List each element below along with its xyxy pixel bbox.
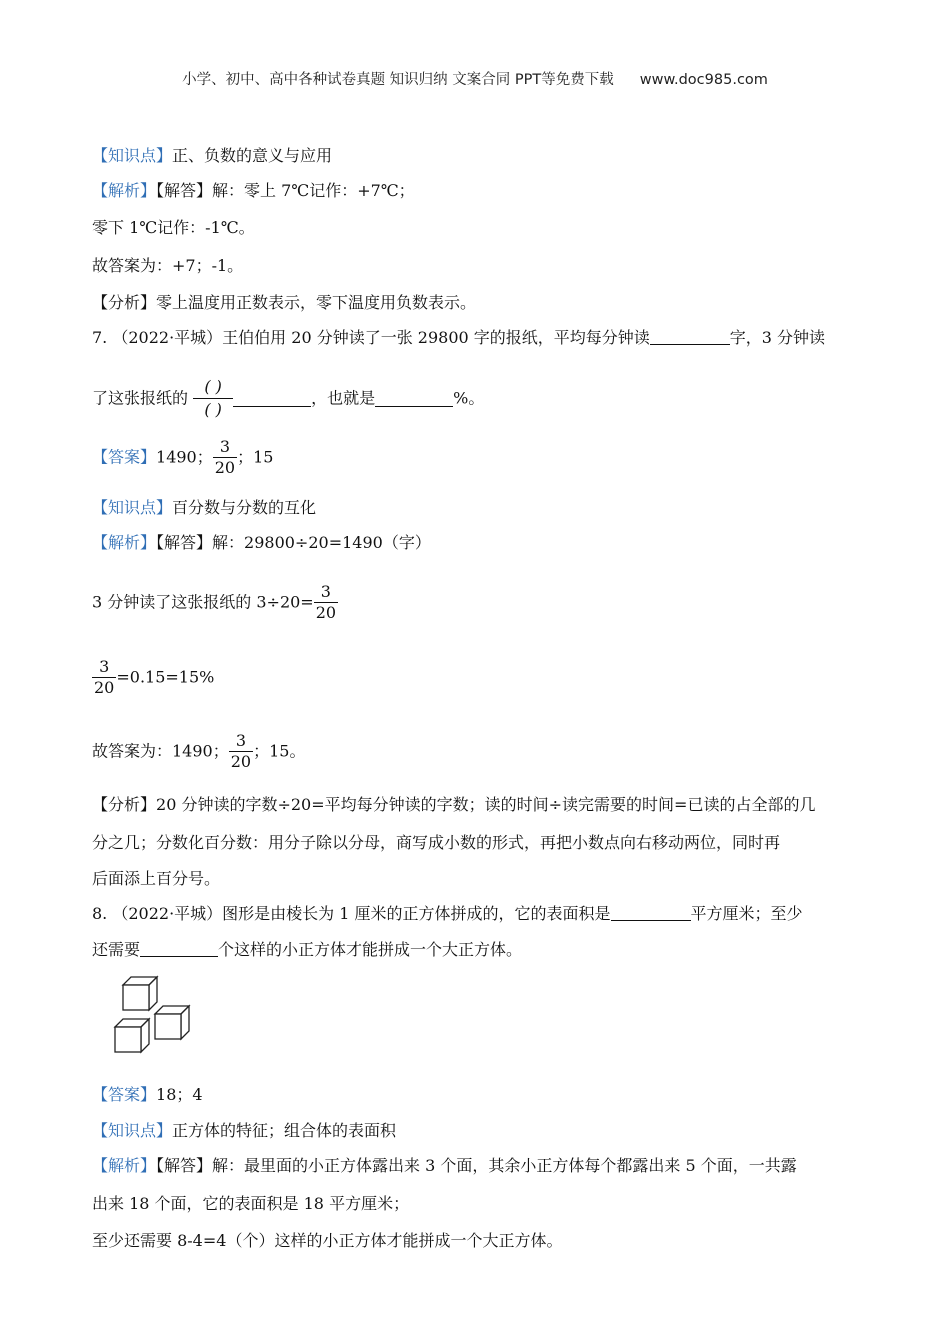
q7-knowledge <box>92 498 316 518</box>
q8-answer-text: 18；4 <box>156 1085 203 1104</box>
q7-sol2-fraction <box>314 582 338 623</box>
q6-knowledge <box>92 146 332 166</box>
q8-knowledge <box>92 1121 396 1141</box>
fraction-denominator: 20 <box>214 458 236 477</box>
q8-stem-b: 平方厘米；至少 <box>690 904 803 923</box>
q7-stem-b: 字，3 分钟读 <box>729 328 826 347</box>
knowledge-tag: 【知识点】 <box>92 498 173 517</box>
q7-sol4-fraction <box>229 731 253 772</box>
q6-sol1: 解：零上 7℃记作：+7℃； <box>212 181 415 200</box>
q7-source: （2022·平城） <box>112 328 223 347</box>
analysis-tag: 【解析】 <box>92 533 157 552</box>
q7-reasoning-1: 20 分钟读的字数÷20=平均每分钟读的字数；读的时间÷读完需要的时间=已读的占全部的几 <box>156 795 816 814</box>
solution-tag: 【解答】 <box>156 1156 213 1175</box>
q7-reasoning-line-2: 分之几；分数化百分数：用分子除以分母，商写成小数的形式，再把小数点向右移动两位，同时再 <box>92 833 781 852</box>
knowledge-tag: 【知识点】 <box>92 146 173 165</box>
fraction-denominator: 20 <box>94 678 115 697</box>
q7-stem-line-2 <box>92 376 484 421</box>
q7-reasoning-line-1 <box>92 795 815 815</box>
q7-sol2: 3 分钟读了这张报纸的 3÷20= <box>92 592 314 612</box>
q7-solution-line-2 <box>92 582 338 623</box>
q7-sol3: =0.15=15% <box>116 667 215 687</box>
q6-reasoning-text: 零上温度用正数表示，零下温度用负数表示。 <box>156 293 477 312</box>
q7-stem-line-1 <box>92 328 825 348</box>
q8-sol1: 解：最里面的小正方体露出来 3 个面，其余小正方体每个都露出来 5 个面，一共露 <box>212 1156 797 1175</box>
header-text: 小学、初中、高中各种试卷真题 知识归纳 文案合同 PPT等免费下载 <box>182 72 614 88</box>
fraction-denominator: 20 <box>230 752 252 771</box>
cube-figure <box>108 970 203 1058</box>
reasoning-tag: 【分析】 <box>92 293 157 312</box>
q8-stem-line-2 <box>92 940 522 960</box>
q8-stem-a: 图形是由棱长为 1 厘米的正方体拼成的，它的表面积是 <box>222 904 611 923</box>
q7-blank-2[interactable] <box>233 390 311 407</box>
fraction-numerator: 3 <box>99 657 110 676</box>
cube-front-face <box>155 1014 181 1039</box>
q7-paren-fraction[interactable] <box>193 376 233 421</box>
analysis-tag: 【解析】 <box>92 181 157 200</box>
fraction-numerator: 3 <box>219 437 231 456</box>
q7-answer <box>92 437 273 478</box>
q7-reasoning-line-3: 后面添上百分号。 <box>92 869 221 888</box>
q7-blank-1[interactable] <box>650 328 730 345</box>
answer-tag: 【答案】 <box>92 447 157 467</box>
q7-solution-line-1 <box>92 533 431 553</box>
q8-solution-line-1 <box>92 1156 797 1176</box>
q7-sol4-a: 故答案为：1490； <box>92 741 229 761</box>
q7-sol4-b: ；15。 <box>253 741 306 761</box>
fraction-numerator: 3 <box>320 582 331 601</box>
q7-sol1: 解：29800÷20=1490（字） <box>212 533 431 552</box>
q8-knowledge-text: 正方体的特征；组合体的表面积 <box>172 1121 397 1140</box>
q8-source: （2022·平城） <box>112 904 223 923</box>
header-site: www.doc985.com <box>639 72 768 88</box>
q7-stem-a: 王伯伯用 20 分钟读了一张 29800 字的报纸，平均每分钟读 <box>222 328 650 347</box>
q8-stem-d: 个这样的小正方体才能拼成一个大正方体。 <box>218 940 523 959</box>
q7-blank-3[interactable] <box>375 390 453 407</box>
q8-solution-line-2: 出来 18 个面，它的表面积是 18 平方厘米； <box>92 1194 410 1213</box>
cube-front-face <box>123 985 149 1010</box>
q7-solution-line-3 <box>92 657 214 698</box>
q6-solution-line-1 <box>92 181 415 201</box>
solution-tag: 【解答】 <box>156 533 213 552</box>
q7-stem-c: 了这张报纸的 <box>92 388 189 408</box>
q7-stem-e: %。 <box>453 388 485 408</box>
reasoning-tag: 【分析】 <box>92 795 157 814</box>
page-header <box>0 68 950 89</box>
q7-solution-line-4 <box>92 731 305 772</box>
paren-numerator: ( ) <box>204 377 222 396</box>
q8-blank-2[interactable] <box>140 940 218 957</box>
q8-stem-line-1 <box>92 904 803 924</box>
q7-answer-a: 1490； <box>156 447 213 467</box>
q8-blank-1[interactable] <box>611 904 691 921</box>
q8-number: 8. <box>92 904 108 923</box>
answer-tag: 【答案】 <box>92 1085 157 1104</box>
q7-answer-fraction <box>213 437 237 478</box>
fraction-numerator: 3 <box>235 731 246 750</box>
cube-front-face <box>115 1027 141 1052</box>
knowledge-tag: 【知识点】 <box>92 1121 173 1140</box>
solution-tag: 【解答】 <box>156 181 213 200</box>
q7-stem-d: ，也就是 <box>311 388 376 408</box>
fraction-denominator: 20 <box>315 603 337 622</box>
paren-denominator: ( ) <box>193 398 233 421</box>
q6-knowledge-text: 正、负数的意义与应用 <box>172 146 333 165</box>
q8-solution-line-3: 至少还需要 8-4=4（个）这样的小正方体才能拼成一个大正方体。 <box>92 1231 563 1250</box>
q7-answer-b: ；15 <box>237 447 274 467</box>
q8-stem-c: 还需要 <box>92 940 141 959</box>
q6-solution-line-3: 故答案为：+7；-1。 <box>92 256 244 275</box>
q7-sol3-fraction <box>92 657 116 698</box>
q6-reasoning <box>92 293 476 313</box>
q6-solution-line-2: 零下 1℃记作：-1℃。 <box>92 218 255 237</box>
q7-knowledge-text: 百分数与分数的互化 <box>172 498 317 517</box>
q8-answer <box>92 1085 203 1105</box>
analysis-tag: 【解析】 <box>92 1156 157 1175</box>
q7-number: 7. <box>92 328 108 347</box>
